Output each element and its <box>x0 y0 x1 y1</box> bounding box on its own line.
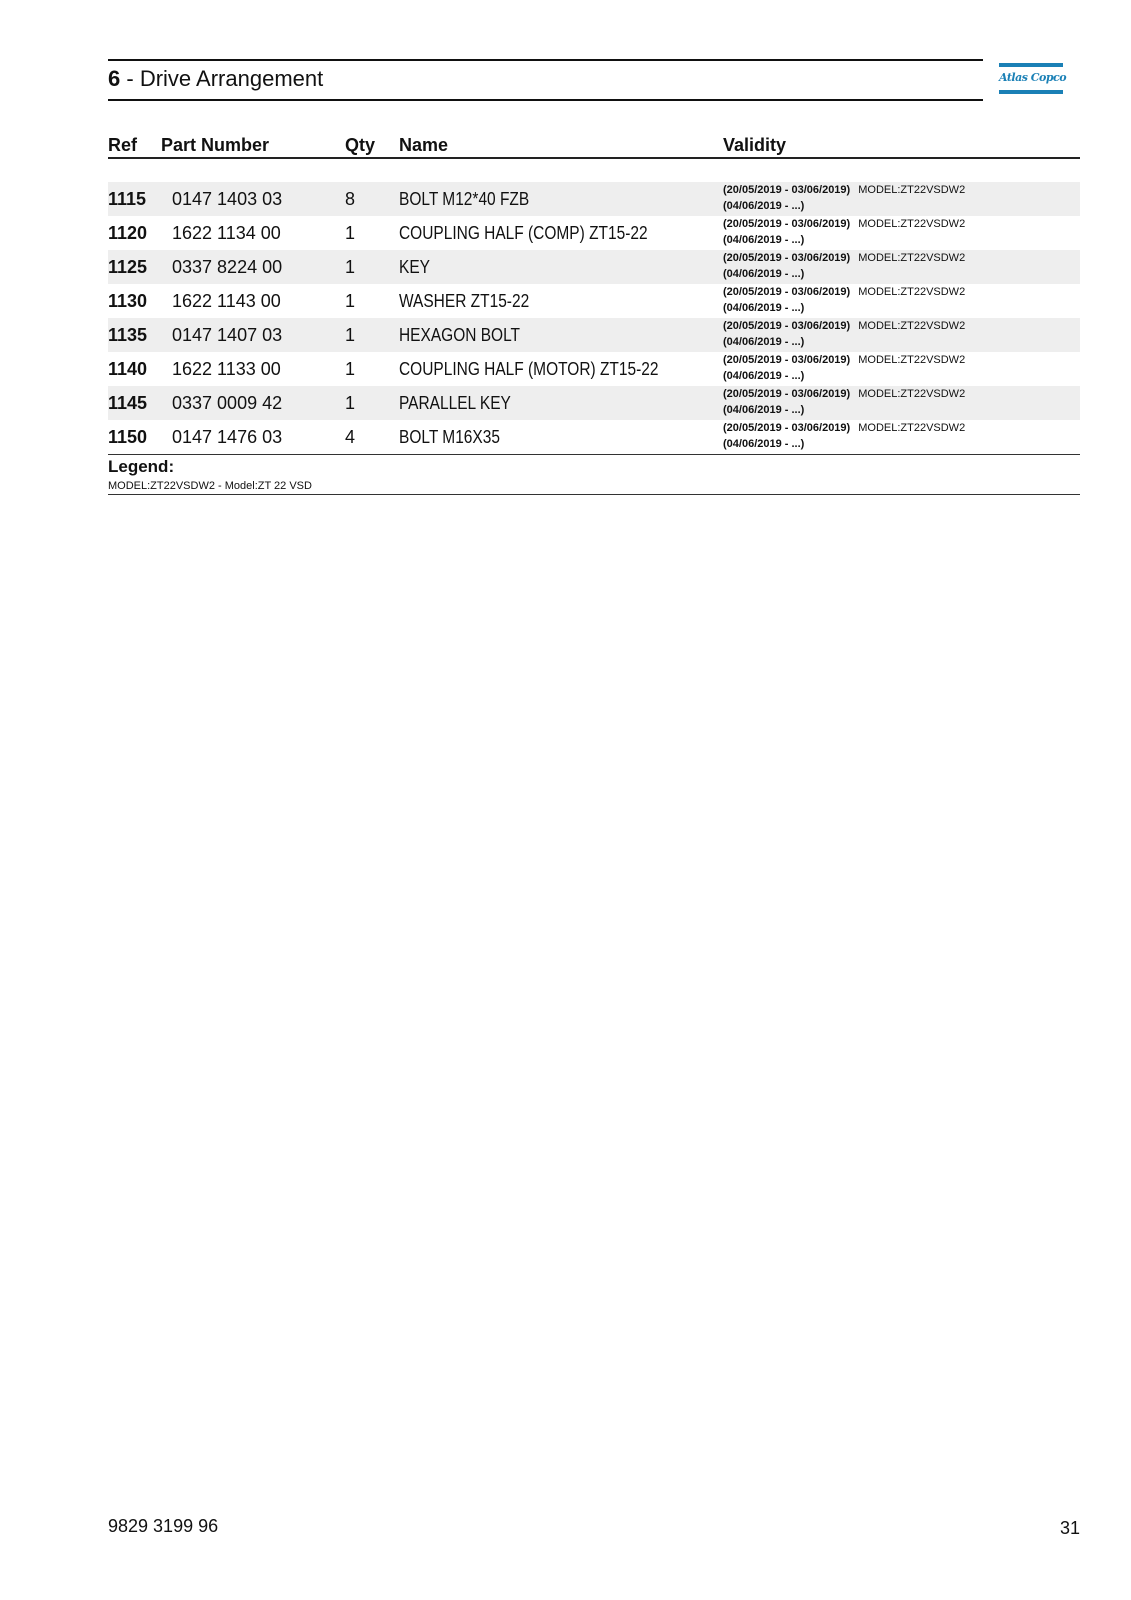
legend-title: Legend: <box>108 457 175 476</box>
part-number-cell: 0337 0009 42 <box>172 393 283 413</box>
part-number-cell: 1622 1143 00 <box>172 291 281 311</box>
validity-range: (20/05/2019 - 03/06/2019) <box>723 184 851 196</box>
validity-from: (04/06/2019 - ...) <box>723 200 805 212</box>
ref-cell: 1120 <box>108 223 148 243</box>
qty-cell: 4 <box>345 427 356 447</box>
validity-from: (04/06/2019 - ...) <box>723 302 805 314</box>
name-cell: BOLT M12*40 FZB <box>399 189 530 209</box>
ref-cell: 1130 <box>108 291 148 311</box>
validity-range: (20/05/2019 - 03/06/2019) <box>723 252 851 264</box>
header-bottom-rule <box>108 99 983 101</box>
table-row <box>108 182 1080 216</box>
validity-cell <box>723 420 1083 452</box>
table-row <box>108 420 1080 454</box>
name-cell: KEY <box>399 257 430 277</box>
qty-cell: 1 <box>345 223 356 243</box>
parts-table-body <box>108 182 1080 454</box>
logo-text: Atlas Copco <box>999 71 1067 84</box>
validity-range: (20/05/2019 - 03/06/2019) <box>723 422 851 434</box>
validity-model: MODEL:ZT22VSDW2 <box>858 388 966 400</box>
table-row <box>108 352 1080 386</box>
validity-cell <box>723 182 1083 214</box>
qty-cell: 8 <box>345 189 356 209</box>
validity-cell <box>723 352 1083 384</box>
ref-cell: 1140 <box>108 359 148 379</box>
validity-model: MODEL:ZT22VSDW2 <box>858 422 966 434</box>
table-row <box>108 318 1080 352</box>
name-cell: HEXAGON BOLT <box>399 325 521 345</box>
name-cell: COUPLING HALF (COMP) ZT15-22 <box>399 223 648 243</box>
qty-cell: 1 <box>345 291 356 311</box>
column-header-validity: Validity <box>723 135 787 155</box>
ref-cell: 1125 <box>108 257 148 277</box>
name-cell: BOLT M16X35 <box>399 427 500 447</box>
qty-cell: 1 <box>345 393 356 413</box>
name-cell: PARALLEL KEY <box>399 393 511 413</box>
validity-range: (20/05/2019 - 03/06/2019) <box>723 354 851 366</box>
validity-cell <box>723 250 1083 282</box>
name-cell: COUPLING HALF (MOTOR) ZT15-22 <box>399 359 659 379</box>
validity-cell <box>723 318 1083 350</box>
column-header-ref: Ref <box>108 135 138 155</box>
table-row <box>108 386 1080 420</box>
table-end-rule <box>108 454 1080 455</box>
table-header-rule <box>108 157 1080 159</box>
part-number-cell: 1622 1133 00 <box>172 359 281 379</box>
validity-range: (20/05/2019 - 03/06/2019) <box>723 388 851 400</box>
section-title-text: Drive Arrangement <box>139 66 324 91</box>
validity-model: MODEL:ZT22VSDW2 <box>858 252 966 264</box>
column-header-qty: Qty <box>345 135 376 155</box>
table-row <box>108 216 1080 250</box>
part-number-cell: 0337 8224 00 <box>172 257 283 277</box>
validity-model: MODEL:ZT22VSDW2 <box>858 286 966 298</box>
section-title <box>108 64 323 94</box>
part-number-cell: 0147 1476 03 <box>172 427 283 447</box>
column-header-name: Name <box>399 135 449 155</box>
table-row <box>108 250 1080 284</box>
part-number-cell: 1622 1134 00 <box>172 223 281 243</box>
validity-model: MODEL:ZT22VSDW2 <box>858 320 966 332</box>
validity-cell <box>723 386 1083 418</box>
ref-cell: 1115 <box>108 189 147 209</box>
validity-from: (04/06/2019 - ...) <box>723 404 805 416</box>
qty-cell: 1 <box>345 325 356 345</box>
part-number-cell: 0147 1407 03 <box>172 325 283 345</box>
legend-rule <box>108 494 1080 495</box>
title-separator: - <box>120 66 140 91</box>
document-number: 9829 3199 96 <box>108 1516 219 1536</box>
validity-model: MODEL:ZT22VSDW2 <box>858 354 966 366</box>
validity-from: (04/06/2019 - ...) <box>723 234 805 246</box>
qty-cell: 1 <box>345 257 356 277</box>
logo-bottom-bar <box>999 90 1063 94</box>
validity-cell <box>723 284 1083 316</box>
part-number-cell: 0147 1403 03 <box>172 189 283 209</box>
qty-cell: 1 <box>345 359 356 379</box>
validity-model: MODEL:ZT22VSDW2 <box>858 184 966 196</box>
ref-cell: 1145 <box>108 393 148 413</box>
column-header-part-number: Part Number <box>161 135 270 155</box>
page-number: 31 <box>1059 1518 1080 1538</box>
table-row <box>108 284 1080 318</box>
validity-model: MODEL:ZT22VSDW2 <box>858 218 966 230</box>
legend-entry: MODEL:ZT22VSDW2 - Model:ZT 22 VSD <box>108 480 312 492</box>
validity-from: (04/06/2019 - ...) <box>723 370 805 382</box>
ref-cell: 1150 <box>108 427 148 447</box>
validity-range: (20/05/2019 - 03/06/2019) <box>723 320 851 332</box>
validity-from: (04/06/2019 - ...) <box>723 438 805 450</box>
validity-range: (20/05/2019 - 03/06/2019) <box>723 286 851 298</box>
validity-from: (04/06/2019 - ...) <box>723 336 805 348</box>
atlas-copco-logo <box>999 63 1067 94</box>
logo-top-bar <box>999 63 1063 67</box>
header-top-rule <box>108 59 983 61</box>
section-number: 6 <box>108 66 121 91</box>
name-cell: WASHER ZT15-22 <box>399 291 530 311</box>
ref-cell: 1135 <box>108 325 148 345</box>
validity-range: (20/05/2019 - 03/06/2019) <box>723 218 851 230</box>
validity-cell <box>723 216 1083 248</box>
validity-from: (04/06/2019 - ...) <box>723 268 805 280</box>
